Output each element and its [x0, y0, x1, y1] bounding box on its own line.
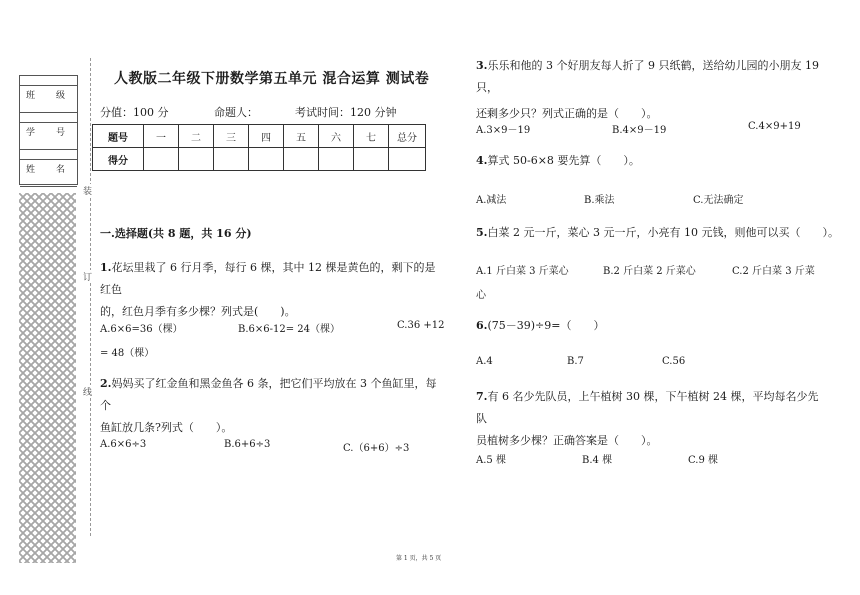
question-number: 7. — [476, 390, 488, 403]
q5-option-a: A.1 斤白菜 3 斤菜心 — [476, 266, 569, 277]
question-text: 算式 50-6×8 要先算（ ）。 — [487, 154, 640, 167]
score-entry-cell[interactable] — [249, 148, 284, 171]
question-1-line-1 — [100, 257, 440, 301]
question-text: 花坛里栽了 6 行月季，每行 6 棵，其中 12 棵是黄色的，剩下的是红色 — [100, 261, 436, 296]
q6-option-a: A.4 — [476, 356, 493, 367]
question-2-line-2: 鱼缸放几条?列式（ ）。 — [100, 421, 233, 434]
class-field-label: 班 级 — [20, 86, 77, 113]
q2-option-a: A.6×6÷3 — [100, 439, 147, 450]
question-7-line-1 — [476, 386, 826, 430]
score-value: 分值：100 分 — [100, 106, 169, 119]
q6-option-c: C.56 — [662, 356, 686, 367]
q3-option-b: B.4×9－19 — [612, 125, 667, 136]
q1-option-a: A.6×6=36（棵） — [100, 324, 183, 335]
score-table-cell: 一 — [144, 125, 179, 148]
score-table-cell: 题号 — [93, 125, 144, 148]
q4-option-c: C.无法确定 — [693, 195, 744, 206]
student-id-field-label: 学 号 — [20, 123, 77, 150]
question-text: 白菜 2 元一斤，菜心 3 元一斤，小亮有 10 元钱，则他可以买（ ）。 — [487, 226, 839, 239]
score-entry-cell[interactable] — [144, 148, 179, 171]
score-table-cell: 六 — [319, 125, 354, 148]
question-6 — [476, 315, 605, 337]
q2-option-c: C.（6+6）÷3 — [343, 443, 410, 454]
q2-option-b: B.6+6÷3 — [224, 439, 271, 450]
binding-pattern — [19, 193, 76, 563]
score-table-cell: 三 — [214, 125, 249, 148]
binding-dashed-line — [90, 58, 91, 536]
question-text: 乐乐和他的 3 个好朋友每人折了 9 只纸鹤，送给幼儿园的小朋友 19 只， — [476, 59, 819, 94]
score-entry-cell[interactable] — [179, 148, 214, 171]
page-title: 人教版二年级下册数学第五单元 混合运算 测试卷 — [114, 71, 430, 87]
question-3-line-2: 还剩多少只？列式正确的是（ ）。 — [476, 107, 658, 120]
q3-option-a: A.3×9－19 — [476, 125, 531, 136]
q5-option-c-continued: 心 — [476, 290, 486, 301]
exam-time: 考试时间：120 分钟 — [295, 106, 397, 119]
question-number: 1. — [100, 261, 112, 274]
question-text: (75－39)÷9=（ ） — [487, 319, 605, 332]
score-table-cell: 四 — [249, 125, 284, 148]
question-1-line-2: 的，红色月季有多少棵？列式是( )。 — [100, 305, 296, 318]
question-3-line-1 — [476, 55, 826, 99]
score-table-score-row — [93, 148, 426, 171]
student-info-box — [19, 75, 78, 185]
binding-char-xian: 线 — [83, 385, 92, 398]
score-table — [92, 124, 426, 171]
q1-option-b: B.6×6-12= 24（棵） — [238, 324, 341, 335]
page-footer: 第 1 页，共 5 页 — [396, 555, 442, 562]
q5-option-b: B.2 斤白菜 2 斤菜心 — [603, 266, 696, 277]
binding-char-ding: 订 — [83, 270, 92, 283]
info-spacer — [20, 150, 77, 160]
q5-option-c: C.2 斤白菜 3 斤菜 — [732, 266, 815, 277]
q4-option-a: A.减法 — [476, 195, 507, 206]
q3-option-c: C.4×9+19 — [748, 121, 801, 132]
question-7-line-2: 员植树多少棵？正确答案是（ ）。 — [476, 434, 658, 447]
question-1 — [100, 257, 440, 323]
score-entry-cell[interactable] — [389, 148, 426, 171]
score-table-cell: 总分 — [389, 125, 426, 148]
section-title: 一.选择题(共 8 题，共 16 分) — [100, 227, 252, 240]
author-label: 命题人： — [214, 106, 258, 119]
score-entry-cell[interactable] — [354, 148, 389, 171]
q7-option-b: B.4 棵 — [582, 455, 613, 466]
question-number: 6. — [476, 319, 488, 332]
score-table-cell: 五 — [284, 125, 319, 148]
question-2-line-1 — [100, 373, 440, 417]
score-entry-cell[interactable] — [214, 148, 249, 171]
binding-char-zhuang: 装 — [83, 184, 92, 197]
question-number: 2. — [100, 377, 112, 390]
score-row-label: 得分 — [93, 148, 144, 171]
info-spacer — [20, 76, 77, 86]
score-table-cell: 七 — [354, 125, 389, 148]
question-7 — [476, 386, 826, 452]
q1-option-c: C.36 +12 — [397, 320, 445, 331]
question-number: 4. — [476, 154, 488, 167]
question-number: 3. — [476, 59, 488, 72]
score-entry-cell[interactable] — [319, 148, 354, 171]
question-2 — [100, 373, 440, 439]
q1-option-c-continued: = 48（棵） — [100, 348, 155, 359]
info-spacer — [20, 113, 77, 123]
question-4 — [476, 150, 640, 172]
q7-option-a: A.5 棵 — [476, 455, 506, 466]
q7-option-c: C.9 棵 — [688, 455, 719, 466]
question-text: 有 6 名少先队员，上午植树 30 棵，下午植树 24 棵，平均每名少先队 — [476, 390, 819, 425]
q4-option-b: B.乘法 — [584, 195, 615, 206]
score-entry-cell[interactable] — [284, 148, 319, 171]
question-text: 妈妈买了红金鱼和黑金鱼各 6 条，把它们平均放在 3 个鱼缸里，每个 — [100, 377, 437, 412]
question-5 — [476, 222, 839, 244]
score-table-cell: 二 — [179, 125, 214, 148]
score-table-header-row — [93, 125, 426, 148]
question-number: 5. — [476, 226, 488, 239]
name-field-label: 姓 名 — [20, 160, 77, 187]
q6-option-b: B.7 — [567, 356, 584, 367]
question-3 — [476, 55, 826, 125]
